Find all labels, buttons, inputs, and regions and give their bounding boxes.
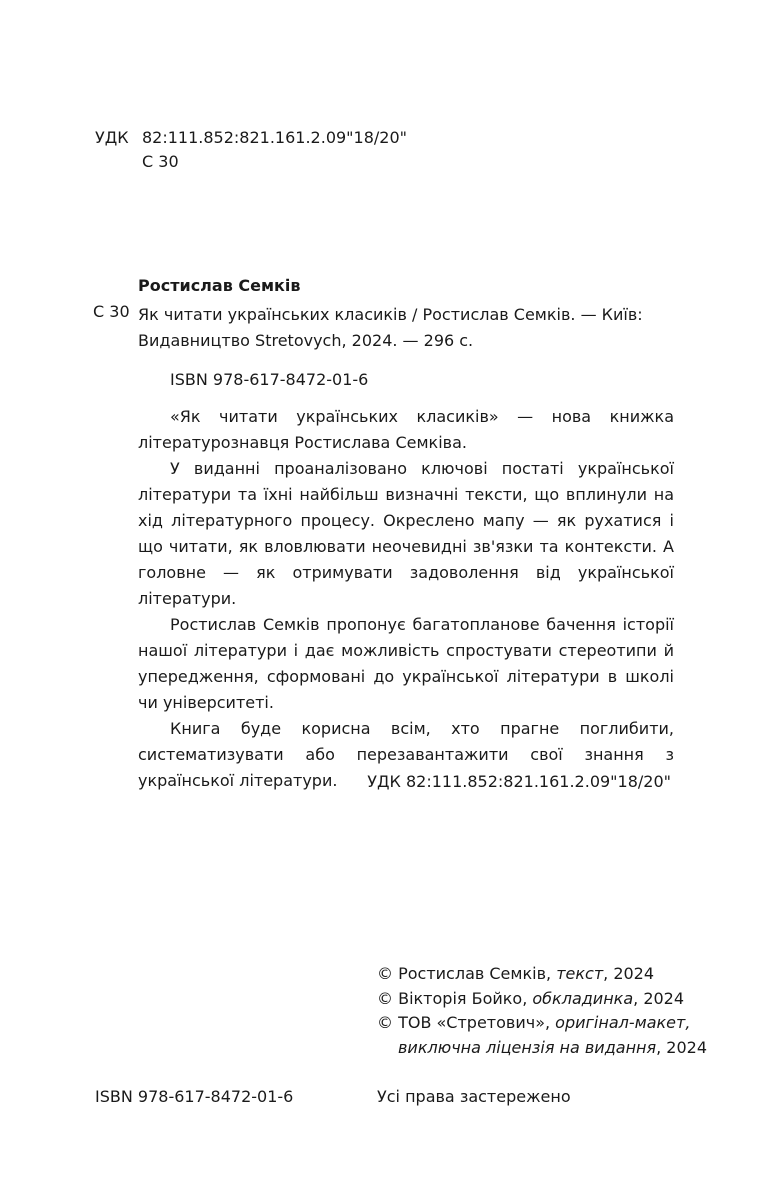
author-heading: Ростислав Семків <box>138 276 301 295</box>
annotation-paragraph-4: Книга буде корисна всім, хто прагне поглибити, систематизувати або перезавантажити свої знання з української літератури. <box>138 719 674 790</box>
catalog-cutter-number: С 30 <box>93 302 130 321</box>
copyright-license: виключна ліцензія на видання, 2024 <box>398 1037 708 1057</box>
annotation-paragraph-2: У виданні проаналізовано ключові постаті української літератури та їхні найбільш визначні тексти, що вплинули на хід літературного процесу. Окреслено мапу — як рухатися і що читати, як вловлювати неочевидні зв'язки та контексти. А головне — як отримувати задоволення від української літератури. <box>138 459 674 608</box>
copyright-block <box>377 962 707 1060</box>
annotation-paragraph-3: Ростислав Семків пропонує багатопланове бачення історії нашої літератури і дає можливість спростувати стереотипи й упередження, сформовані до української літератури в школі чи університеті. <box>138 615 674 712</box>
annotation-paragraph-1: «Як читати українських класиків» — нова книжка літературознавця Ростислава Семківа. <box>138 407 674 452</box>
copyright-cover: © Вікторія Бойко, обкладинка, 2024 <box>377 988 685 1008</box>
annotation-udk: УДК 82:111.852:821.161.2.09"18/20" <box>367 772 671 791</box>
udk-label: УДК <box>95 128 129 147</box>
bibliographic-description <box>138 302 674 354</box>
bibliographic-line-2: Видавництво Stretovych, 2024. — 296 с. <box>138 331 474 350</box>
cutter-number: С 30 <box>142 152 179 171</box>
footer-isbn: ISBN 978-617-8472-01-6 <box>95 1087 294 1106</box>
catalog-isbn: ISBN 978-617-8472-01-6 <box>170 370 369 389</box>
udk-code: 82:111.852:821.161.2.09"18/20" <box>142 128 408 147</box>
bibliographic-line-1: Як читати українських класиків / Ростислав Семків. — Київ: <box>138 305 643 324</box>
annotation <box>138 404 674 794</box>
rights-reserved: Усі права застережено <box>377 1087 571 1106</box>
copyright-author: © Ростислав Семків, текст, 2024 <box>377 964 655 983</box>
copyright-publisher: © ТОВ «Стретович», оригінал-макет, <box>377 1013 691 1032</box>
